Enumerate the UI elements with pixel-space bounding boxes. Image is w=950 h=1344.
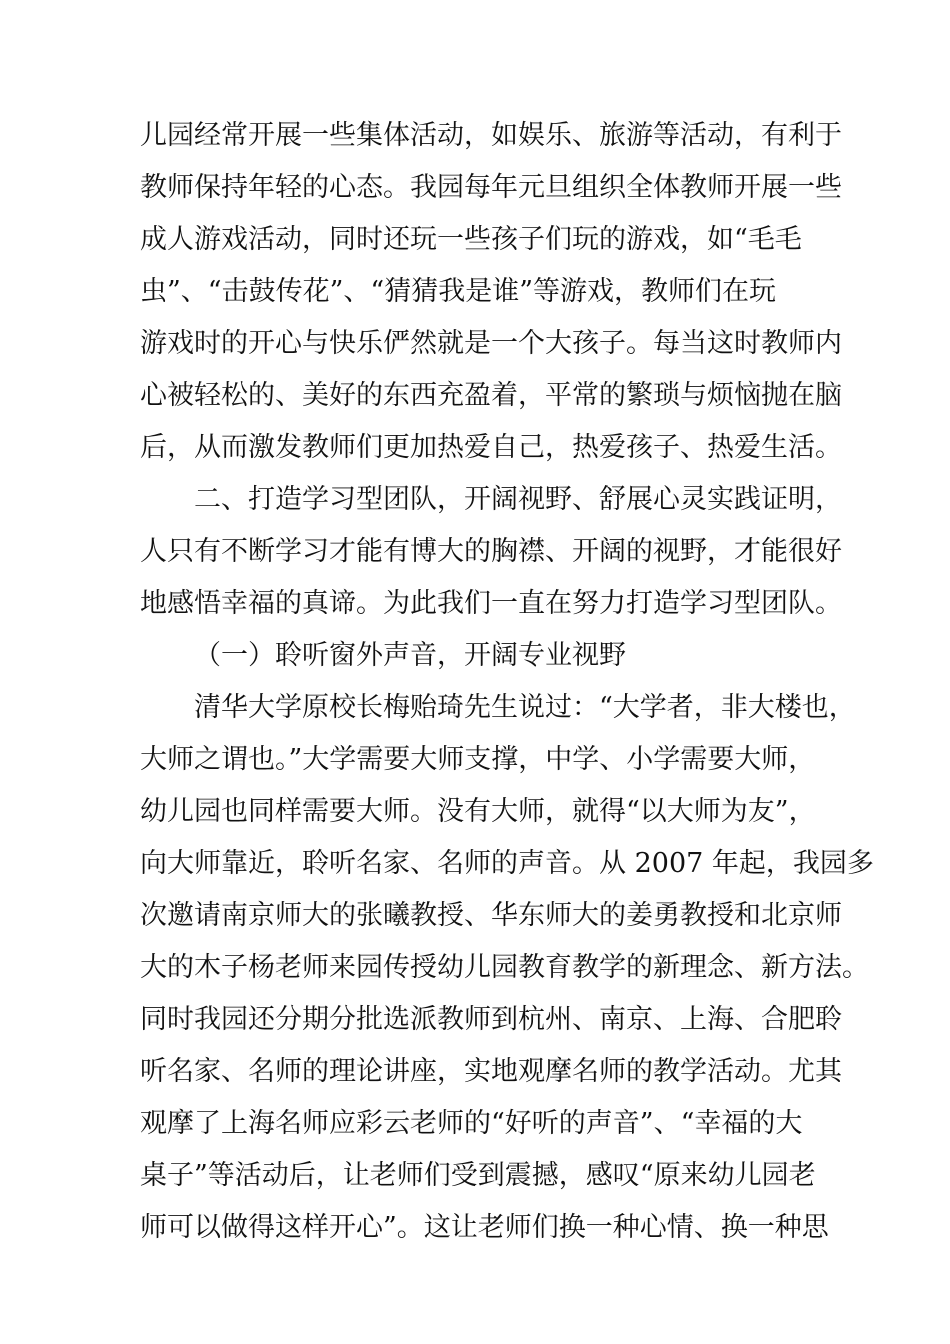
text-line: 人只有不断学习才能有博大的胸襟、开阔的视野，才能很好: [140, 536, 842, 567]
text-line: 大的木子杨老师来园传授幼儿园教育教学的新理念、新方法。: [140, 952, 869, 983]
text-line: 成人游戏活动，同时还玩一些孩子们玩的游戏，如“毛毛: [140, 224, 802, 255]
text-line: 后，从而激发教师们更加热爱自己，热爱孩子、热爱生活。: [140, 432, 842, 463]
text-line: 师可以做得这样开心”。这让老师们换一种心情、换一种思: [140, 1212, 829, 1243]
text-line: 向大师靠近，聆听名家、名师的声音。从 2007 年起，我园多: [140, 848, 874, 879]
text-line: 桌子”等活动后，让老师们受到震撼，感叹“原来幼儿园老: [140, 1160, 816, 1191]
section-heading-line: 二、打造学习型团队，开阔视野、舒展心灵实践证明，: [194, 484, 842, 515]
text-line: 虫”、“击鼓传花”、“猜猜我是谁”等游戏，教师们在玩: [140, 276, 777, 307]
paragraph-start-line: 清华大学原校长梅贻琦先生说过：“大学者，非大楼也，: [194, 692, 856, 723]
text-line: 儿园经常开展一些集体活动，如娱乐、旅游等活动，有利于: [140, 120, 842, 151]
body-text: [140, 110, 874, 1254]
text-line: 大师之谓也。”大学需要大师支撑，中学、小学需要大师，: [140, 744, 816, 775]
text-line: 心被轻松的、美好的东西充盈着，平常的繁琐与烦恼抛在脑: [140, 380, 842, 411]
subsection-heading: （一）聆听窗外声音，开阔专业视野: [194, 640, 626, 671]
text-line: 地感悟幸福的真谛。为此我们一直在努力打造学习型团队。: [140, 588, 842, 619]
text-line: 幼儿园也同样需要大师。没有大师，就得“以大师为友”，: [140, 796, 816, 827]
text-line: 游戏时的开心与快乐俨然就是一个大孩子。每当这时教师内: [140, 328, 842, 359]
text-line: 听名家、名师的理论讲座，实地观摩名师的教学活动。尤其: [140, 1056, 842, 1087]
text-line: 同时我园还分期分批选派教师到杭州、南京、上海、合肥聆: [140, 1004, 842, 1035]
text-line: 观摩了上海名师应彩云老师的“好听的声音”、“幸福的大: [140, 1108, 803, 1139]
text-line: 教师保持年轻的心态。我园每年元旦组织全体教师开展一些: [140, 172, 842, 203]
text-line: 次邀请南京师大的张曦教授、华东师大的姜勇教授和北京师: [140, 900, 842, 931]
